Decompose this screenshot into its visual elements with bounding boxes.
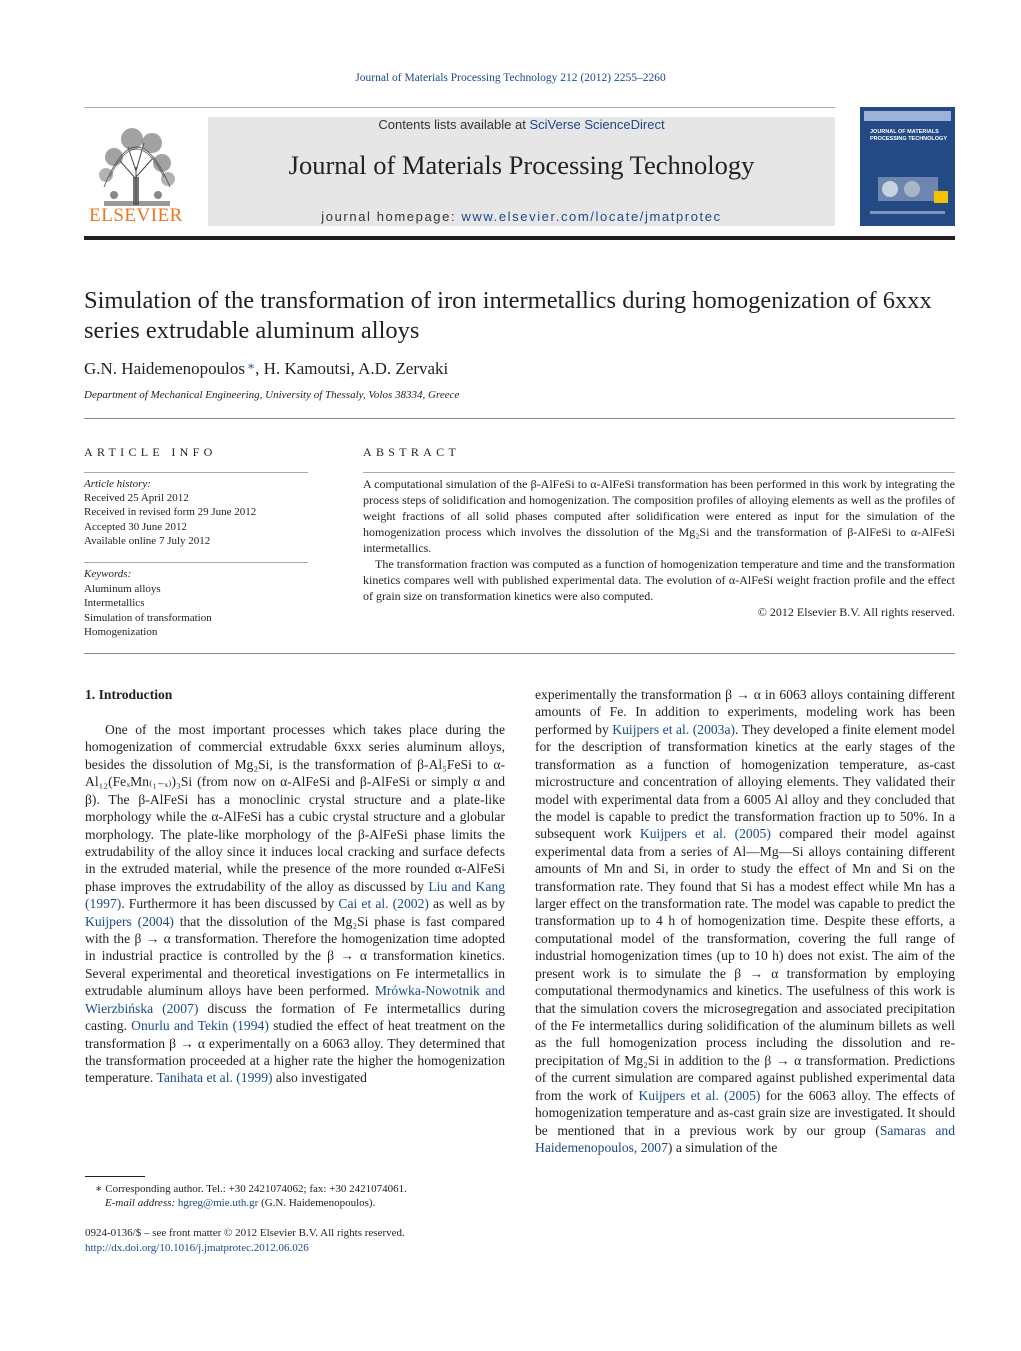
keywords [84, 567, 212, 640]
corresponding-author-note [85, 1182, 505, 1196]
homepage-link[interactable]: www.elsevier.com/locate/jmatprotec [461, 209, 722, 224]
body-text: experimentally the transformation β → α in 6063 alloys containing different amounts of Fe. In addition to experiments, modeling work has been performed by [535, 687, 955, 737]
author-names-rest: , H. Kamoutsi, A.D. Zervaki [255, 359, 449, 378]
citation-link[interactable]: Tanihata et al. (1999) [156, 1070, 273, 1086]
body-paragraph [85, 721, 505, 1087]
divider [84, 653, 955, 654]
cover-title: JOURNAL OF MATERIALS PROCESSING TECHNOLOGY [870, 129, 948, 142]
divider [84, 418, 955, 419]
body-text: . They developed a finite element model for the description of transformation kinetics at the early stages of the transformation as a function of homogenization temperature, as-cast microstructure and concentration of alloying elements. They validated their model with experimental data from a 6005 Al alloy and they concluded that the model is capable to predict the transformation fraction up to 50%. In a subsequent work [535, 721, 955, 842]
citation-link[interactable]: Liu and Kang (1997) [85, 878, 505, 912]
article-info-heading: ARTICLE INFO [84, 445, 217, 459]
body-text: as well as by [428, 896, 505, 912]
citation-link[interactable]: Samaras and Haidemenopoulos, 2007 [535, 1122, 955, 1155]
body-column-right [535, 686, 955, 1156]
citation-link[interactable]: Onurlu and Tekin (1994) [131, 1018, 269, 1034]
abstract-heading: ABSTRACT [363, 445, 461, 459]
article-history-label: Article history: [84, 478, 151, 490]
header-thick-rule [84, 236, 955, 240]
section-heading: 1. Introduction [85, 687, 173, 702]
affiliation: Department of Mechanical Engineering, University of Thessaly, Volos 38334, Greece [84, 389, 460, 401]
email-note [85, 1196, 505, 1210]
body-text: ) a simulation of the [667, 1139, 778, 1155]
keyword: Homogenization [84, 626, 158, 638]
abstract-paragraph: A computational simulation of the β-AlFeSi to α-AlFeSi transformation has been performed in this work by integrating the process steps of solidification and homogenization. The composition profiles of alloying elements as well as the profiles of weight fractions of all solid phases computed after solidification were entered as input for the simulation of the homogenization process which involves the dissolution of the Mg₂Si and the transformation of β-AlFeSi to α-AlFeSi intermetallics. [363, 477, 955, 555]
footnote-rule [85, 1176, 145, 1177]
corresponding-author-mark[interactable]: ∗ [247, 359, 256, 373]
divider [84, 472, 308, 473]
elsevier-logo-text: ELSEVIER [89, 205, 183, 226]
body-text: that the dissolution of the Mg₂Si phase is fast compared with the β → α transformation. Therefore the homogenization time adopted in industrial practice is controlled by the β → α transformation kinetics. Several experimental and theoretical investigations on Fe intermetallics in extrudable aluminum alloys have been performed. [85, 913, 505, 999]
divider [84, 562, 308, 563]
front-matter [85, 1226, 535, 1255]
abstract-text [363, 476, 955, 620]
keyword: Simulation of transformation [84, 611, 212, 624]
copyright: © 2012 Elsevier B.V. All rights reserved. [757, 605, 955, 619]
history-item: Received in revised form 29 June 2012 [84, 506, 257, 519]
journal-cover-image[interactable] [860, 107, 955, 226]
body-text: for the 6063 alloy. The effects of homogenization temperature and as-cast grain size are investigated. It should be mentioned that in a previous work by our group ( [535, 1087, 955, 1138]
journal-homepage [208, 209, 835, 224]
email-suffix: (G.N. Haidemenopoulos). [258, 1197, 376, 1209]
doi-link[interactable]: http://dx.doi.org/10.1016/j.jmatprotec.2012.06.026 [85, 1241, 309, 1254]
author-name: G.N. Haidemenopoulos [84, 359, 246, 378]
article-history [84, 477, 256, 548]
contents-prefix: Contents lists available at [378, 117, 530, 132]
top-rule [84, 107, 835, 108]
body-text: discuss the formation of Fe intermetallics during casting. [85, 1000, 505, 1034]
body-text: also investigated [272, 1070, 367, 1086]
footnote [85, 1182, 505, 1210]
author-list [84, 359, 448, 379]
footnote-mark: ∗ [95, 1183, 103, 1195]
sciencedirect-link[interactable]: SciVerse ScienceDirect [529, 117, 665, 132]
email-label: E-mail address: [105, 1197, 178, 1209]
citation-link[interactable]: Kuijpers et al. (2003a) [612, 721, 736, 737]
journal-title: Journal of Materials Processing Technology [288, 150, 755, 180]
keyword: Intermetallics [84, 597, 145, 609]
journal-reference[interactable]: Journal of Materials Processing Technology 212 (2012) 2255–2260 [355, 72, 666, 84]
citation-link[interactable]: Mrówka-Nowotnik and Wierzbińska (2007) [85, 983, 505, 1016]
keyword: Aluminum alloys [84, 582, 161, 595]
divider [363, 472, 955, 473]
abstract-paragraph: The transformation fraction was computed as a function of homogenization temperature and time and the transformation kinetics compares well with published experimental data. The evolution of α-AlFeSi weight fraction profile and the effect of grain size on transformation kinetics were also computed. [363, 557, 955, 603]
body-column-left [85, 721, 505, 1087]
citation-link[interactable]: Kuijpers (2004) [85, 913, 174, 929]
keywords-label: Keywords: [84, 568, 132, 580]
citation-link[interactable]: Kuijpers et al. (2005) [638, 1087, 761, 1103]
citation-link[interactable]: Cai et al. (2002) [338, 896, 429, 912]
contents-line [208, 117, 835, 132]
citation-link[interactable]: Kuijpers et al. (2005) [639, 826, 771, 842]
email-link[interactable]: hgreg@mie.uth.gr [177, 1197, 259, 1209]
body-text: studied the effect of heat treatment on the transformation β → α experimentally on a 6063 alloy. They determined that the transformation proceeded at a higher rate the higher the homogenization temperature. [85, 1018, 505, 1086]
body-text: compared their model against experimental data from a series of Al—Mg—Si alloys containing different amounts of Mn and Si, in order to study the effect of Mn and Si on the transformation rate. They found that Si has a modest effect while Mn has a larger effect on the transformation rate. The model was capable to predict the transformation up to 4 h of homogenization time. Despite these efforts, a computational model of the transformation, covering the full range of industrial homogenization times (up to 10 h) does not exist. The aim of the present work is to simulate the β → α transformation by employing computational thermodynamics and kinetics. The usefulness of this work is that the simulation covers the microsegregation and associated precipitation of the Fe intermetallics during solidification of the aluminum billets as well as the full homogenization process including the dissolution and re-precipitation of Mg₂Si in addition to the β → α transformation. Predictions of the current simulation are compared against published experimental data from the work of [535, 826, 955, 1103]
history-item: Available online 7 July 2012 [84, 534, 211, 547]
history-item: Accepted 30 June 2012 [84, 520, 187, 533]
issn-line: 0924-0136/$ – see front matter © 2012 Elsevier B.V. All rights reserved. [85, 1227, 405, 1239]
corresponding-text: Corresponding author. Tel.: +30 2421074062; fax: +30 2421074061. [102, 1183, 407, 1195]
homepage-prefix: journal homepage: [321, 209, 462, 224]
history-item: Received 25 April 2012 [84, 492, 189, 505]
body-text: . Furthermore it has been discussed by [121, 896, 339, 912]
body-text: One of the most important processes which takes place during the homogenization of commercial extrudable 6xxx series aluminum alloys, besides the dissolution of Mg₂Si, is the transformation of β-Al₅FeSi to α-Al₁₂(FeₓMn₍₁₋ₓ₎)₃Si (from now on α-AlFeSi and β-AlFeSi or simply α and β). The β-AlFeSi has a monoclinic crystal structure and a plate-like morphology while the α-AlFeSi has a cubic crystal structure and a globular morphology. The plate-like morphology of the β-AlFeSi phase limits the extrudability of the alloy since it induces local cracking and surface defects in the extruded material, while the presence of the more rounded α-AlFeSi phase improves the extrudability of the alloy as discussed by [85, 722, 505, 894]
article-title: Simulation of the transformation of iron intermetallics during homogenization of 6xxx series extrudable aluminum alloys [84, 287, 932, 344]
body-paragraph [535, 686, 955, 1156]
